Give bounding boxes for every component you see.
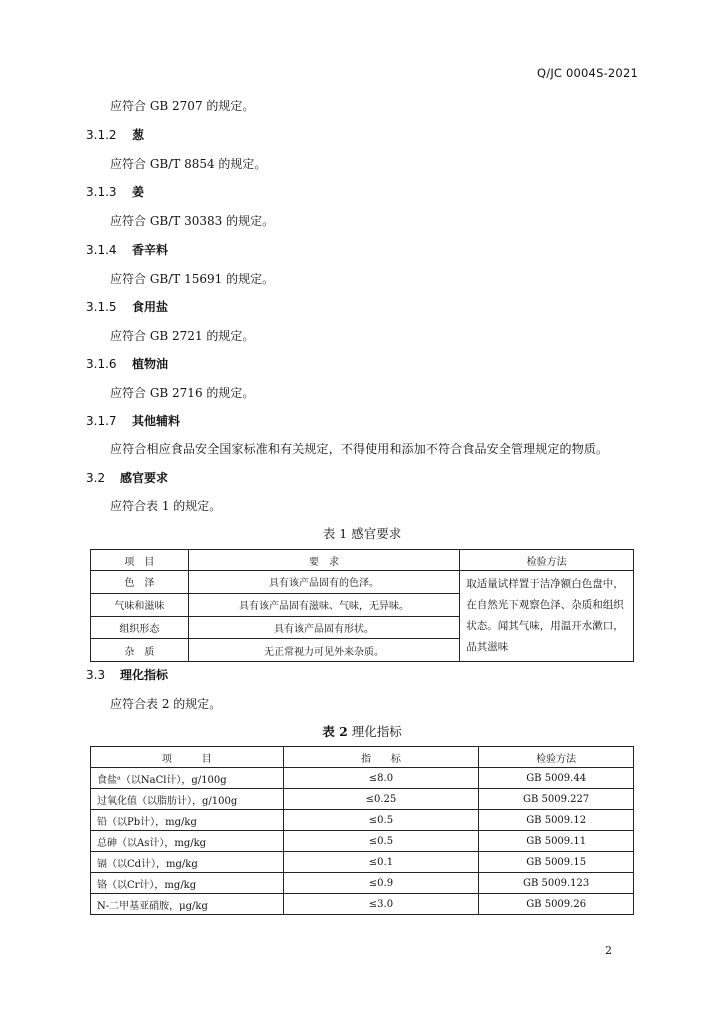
limit-cell: ≤0.5 (283, 810, 479, 831)
page-number: 2 (605, 944, 612, 957)
method-cell: GB 5009.44 (479, 768, 634, 789)
table-row (91, 831, 634, 852)
requirement-cell: 具有该产品固有滋味、气味，无异味。 (188, 593, 459, 616)
limit-cell: ≤0.5 (283, 831, 479, 852)
table-row (91, 768, 634, 789)
item-cell: 过氧化值（以脂肪计），g/100g (91, 789, 284, 810)
clause-3-2-heading (86, 469, 168, 486)
requirement-cell: 具有该产品固有的色泽。 (188, 571, 459, 594)
clause-3-2-text: 应符合表 1 的规定。 (110, 499, 222, 513)
limit-cell: ≤8.0 (283, 768, 479, 789)
item-cell: 组织形态 (91, 616, 189, 639)
clause-number: 3.3 (86, 668, 106, 682)
column-header: 指 标 (283, 747, 479, 768)
method-cell: GB 5009.11 (479, 831, 634, 852)
table-row (91, 571, 634, 594)
clause-number: 3.1.6 (86, 357, 117, 371)
item-cell: 铬（以Cr计），mg/kg (91, 873, 284, 894)
clause-3-1-6-heading (86, 355, 168, 372)
column-header: 检验方法 (479, 747, 634, 768)
clause-title: 姜 (132, 185, 145, 199)
clause-title: 葱 (132, 128, 145, 142)
item-cell: 杂 质 (91, 639, 189, 662)
clause-3-1-4-heading (86, 241, 168, 258)
table-row (91, 894, 634, 915)
column-header: 要 求 (188, 550, 459, 571)
item-cell: 气味和滋味 (91, 593, 189, 616)
table-header-row (91, 747, 634, 768)
item-cell: 色 泽 (91, 571, 189, 594)
clause-3-1-7-heading (86, 412, 180, 429)
clause-3-1-5-heading (86, 298, 168, 315)
table2-caption (0, 722, 724, 740)
clause-title: 香辛料 (132, 243, 169, 257)
clause-3-3-text: 应符合表 2 的规定。 (110, 697, 222, 711)
table2-caption-title: 理化指标 (347, 724, 402, 739)
table-row (91, 852, 634, 873)
method-cell: GB 5009.15 (479, 852, 634, 873)
clause-title: 食用盐 (132, 300, 169, 314)
clause-title: 理化指标 (120, 668, 169, 682)
clause-3-1-1-text: 应符合 GB 2707 的规定。 (110, 99, 255, 113)
inspection-method-cell: 取适量试样置于洁净额白色盘中，在自然光下观察色泽、杂质和组织状态。闻其气味，用温开水漱口，品其滋味 (460, 571, 634, 662)
clause-3-1-4-text: 应符合 GB/T 15691 的规定。 (110, 272, 275, 286)
item-cell: 镉（以Cd计），mg/kg (91, 852, 284, 873)
item-cell: N-二甲基亚硝胺，μg/kg (91, 894, 284, 915)
table-row (91, 789, 634, 810)
clause-3-1-2-text: 应符合 GB/T 8854 的规定。 (110, 157, 267, 171)
method-cell: GB 5009.26 (479, 894, 634, 915)
column-header: 检验方法 (460, 550, 634, 571)
method-cell: GB 5009.227 (479, 789, 634, 810)
table2-caption-number: 表 2 (322, 724, 348, 739)
item-cell: 食盐ᵃ（以NaCl计），g/100g (91, 768, 284, 789)
clause-number: 3.1.5 (86, 300, 117, 314)
requirement-cell: 无正常视力可见外来杂质。 (188, 639, 459, 662)
clause-number: 3.1.7 (86, 414, 117, 428)
clause-title: 其他辅料 (132, 414, 181, 428)
clause-3-1-7-text: 应符合相应食品安全国家标准和有关规定，不得使用和添加不符合食品安全管理规定的物质。 (110, 442, 609, 456)
clause-3-1-2-heading (86, 126, 144, 143)
method-cell: GB 5009.12 (479, 810, 634, 831)
clause-3-3-heading (86, 666, 168, 683)
standard-number: Q/JC 0004S-2021 (537, 66, 638, 80)
clause-number: 3.2 (86, 471, 106, 485)
clause-title: 感官要求 (120, 471, 169, 485)
table1-caption: 表 1 感官要求 (322, 526, 402, 541)
column-header: 项 目 (91, 550, 189, 571)
clause-3-1-6-text: 应符合 GB 2716 的规定。 (110, 386, 255, 400)
table-row (91, 810, 634, 831)
clause-number: 3.1.4 (86, 243, 117, 257)
requirement-cell: 具有该产品固有形状。 (188, 616, 459, 639)
limit-cell: ≤3.0 (283, 894, 479, 915)
item-cell: 总砷（以As计），mg/kg (91, 831, 284, 852)
column-header: 项 目 (91, 747, 284, 768)
clause-number: 3.1.2 (86, 128, 117, 142)
clause-3-1-5-text: 应符合 GB 2721 的规定。 (110, 329, 255, 343)
clause-number: 3.1.3 (86, 185, 117, 199)
limit-cell: ≤0.25 (283, 789, 479, 810)
clause-3-1-3-text: 应符合 GB/T 30383 的规定。 (110, 214, 275, 228)
method-cell: GB 5009.123 (479, 873, 634, 894)
limit-cell: ≤0.9 (283, 873, 479, 894)
table-row (91, 873, 634, 894)
clause-3-1-3-heading (86, 183, 144, 200)
table-header-row (91, 550, 634, 571)
item-cell: 铅（以Pb计），mg/kg (91, 810, 284, 831)
sensory-requirements-table (90, 549, 634, 662)
clause-title: 植物油 (132, 357, 169, 371)
limit-cell: ≤0.1 (283, 852, 479, 873)
physicochemical-indicators-table (90, 746, 634, 915)
